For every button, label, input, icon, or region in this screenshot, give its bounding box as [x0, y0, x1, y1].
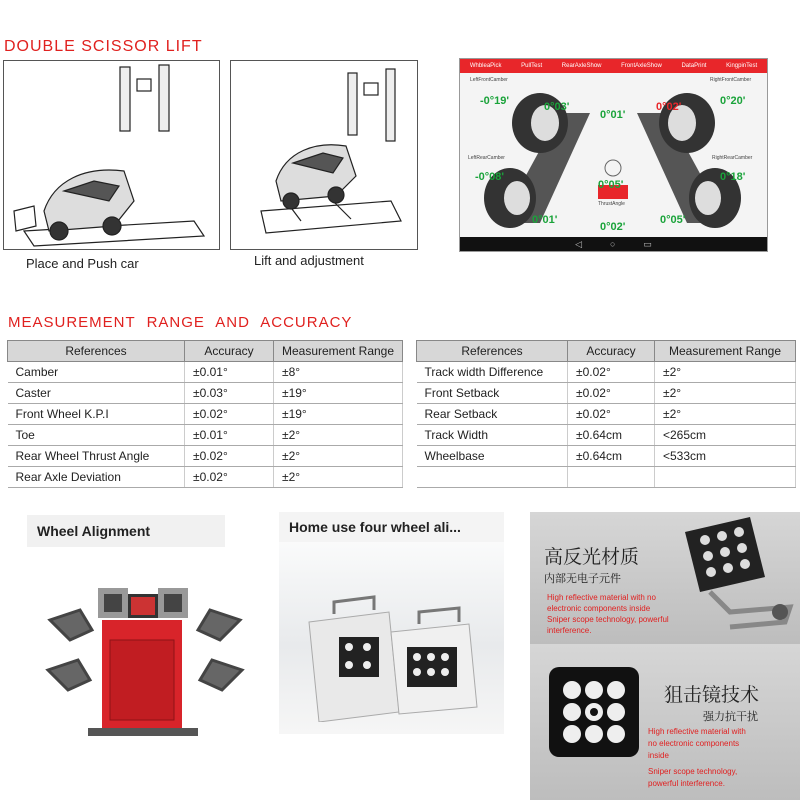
- lift-adjust-caption: Lift and adjustment: [254, 253, 364, 268]
- cell-range: ±2°: [655, 383, 796, 404]
- wheel-alignment-label: Wheel Alignment: [27, 515, 225, 547]
- table-row: [8, 425, 403, 446]
- table-row: [417, 425, 796, 446]
- col-references: References: [8, 341, 185, 362]
- cell-range: ±2°: [274, 425, 403, 446]
- cell-reference: Toe: [8, 425, 185, 446]
- tab-front-axle[interactable]: FrontAxleShow: [621, 63, 662, 69]
- cell-reference: Rear Wheel Thrust Angle: [8, 446, 185, 467]
- rear-right-toe-value: 0°05': [660, 214, 686, 226]
- scope-target-image: [544, 662, 644, 762]
- table-row: [417, 446, 796, 467]
- reflective-cn-sub: 内部无电子元件: [544, 573, 621, 585]
- reflective-en-2: electronic components inside: [547, 604, 651, 613]
- col-measurement-range: Measurement Range: [274, 341, 403, 362]
- front-left-camber-value: -0°19': [480, 95, 510, 107]
- tab-data-print[interactable]: DataPrint: [681, 63, 707, 69]
- cell-reference: Camber: [8, 362, 185, 383]
- cell-accuracy: ±0.02°: [568, 362, 655, 383]
- car-on-lift-drawing: [4, 61, 219, 249]
- sniper-en-5: powerful interference.: [648, 779, 725, 788]
- cell-accuracy: ±0.02°: [185, 467, 274, 488]
- cell-reference: Wheelbase: [417, 446, 568, 467]
- tab-kingpin-test[interactable]: KingpinTest: [726, 63, 758, 69]
- android-nav-bar: [460, 237, 767, 251]
- place-car-illustration: [3, 60, 220, 250]
- sniper-cn-title: 狙击镜技术: [664, 685, 760, 706]
- reflective-en-3: Sniper scope technology, powerful: [547, 615, 669, 624]
- cell-range: ±8°: [274, 362, 403, 383]
- cell-accuracy: [568, 467, 655, 488]
- cell-range: ±2°: [655, 362, 796, 383]
- rear-left-camber-value: -0°08': [475, 171, 505, 183]
- cell-reference: [417, 467, 568, 488]
- table-row: [8, 446, 403, 467]
- rear-center-value: 0°05': [598, 179, 624, 191]
- cell-reference: Rear Setback: [417, 404, 568, 425]
- cell-accuracy: ±0.02°: [185, 404, 274, 425]
- table-row: [8, 467, 403, 488]
- target-boxes-image: [279, 542, 504, 722]
- reflective-en-4: interference.: [547, 626, 592, 635]
- table-row: [8, 404, 403, 425]
- front-left-toe-value: 0°03': [544, 101, 570, 113]
- cell-range: <265cm: [655, 425, 796, 446]
- home-use-tile: [279, 512, 504, 734]
- accuracy-table-left: [7, 340, 403, 488]
- reflective-cn-title: 高反光材质: [544, 547, 640, 568]
- table-row: [417, 362, 796, 383]
- place-car-caption: Place and Push car: [26, 256, 139, 271]
- cell-accuracy: ±0.03°: [185, 383, 274, 404]
- rear-left-toe-value: 0°01': [532, 214, 558, 226]
- sniper-en-4: Sniper scope technology,: [648, 767, 738, 776]
- left-rear-camber-label: LeftRearCamber: [468, 155, 505, 161]
- col-accuracy: Accuracy: [185, 341, 274, 362]
- right-rear-camber-label: RightRearCamber: [712, 155, 753, 161]
- front-right-toe-value: 0°02': [656, 101, 682, 113]
- software-tab-bar: [460, 59, 767, 73]
- alignment-machine-image: [40, 580, 250, 740]
- sniper-cn-sub: 强力抗干扰: [703, 711, 758, 723]
- tab-wheel-pick[interactable]: WhbleaPick: [469, 63, 502, 69]
- cell-range: ±19°: [274, 404, 403, 425]
- front-right-camber-value: 0°20': [720, 95, 746, 107]
- cell-reference: Front Wheel K.P.I: [8, 404, 185, 425]
- recent-apps-icon[interactable]: ▭: [643, 238, 652, 249]
- cell-reference: Front Setback: [417, 383, 568, 404]
- cell-reference: Track width Difference: [417, 362, 568, 383]
- front-total-toe-value: 0°01': [600, 109, 626, 121]
- right-front-camber-label: RightFrontCamber: [710, 77, 752, 83]
- cell-range: ±19°: [274, 383, 403, 404]
- tab-pull-test[interactable]: PullTest: [521, 63, 543, 69]
- lift-adjust-illustration: [230, 60, 418, 250]
- cell-accuracy: ±0.01°: [185, 425, 274, 446]
- table-row: [8, 383, 403, 404]
- home-use-label: Home use four wheel ali...: [279, 512, 504, 542]
- alignment-software-screen: [459, 58, 768, 252]
- sniper-en-3: inside: [648, 751, 669, 760]
- cell-accuracy: ±0.64cm: [568, 446, 655, 467]
- cell-reference: Track Width: [417, 425, 568, 446]
- table-row: [417, 404, 796, 425]
- sniper-en-2: no electronic components: [648, 739, 740, 748]
- col-accuracy: Accuracy: [568, 341, 655, 362]
- table-row: [417, 383, 796, 404]
- home-icon[interactable]: ○: [609, 239, 616, 249]
- cell-range: [655, 467, 796, 488]
- col-references: References: [417, 341, 568, 362]
- col-measurement-range: Measurement Range: [655, 341, 796, 362]
- sniper-scope-tile: [530, 644, 800, 800]
- cell-accuracy: ±0.02°: [568, 383, 655, 404]
- target-clamp-image: [670, 512, 800, 644]
- table-row: [8, 362, 403, 383]
- measurement-title: MEASUREMENT RANGE AND ACCURACY: [8, 314, 353, 331]
- rear-right-camber-value: 0°18': [720, 171, 746, 183]
- cell-reference: Rear Axle Deviation: [8, 467, 185, 488]
- cell-range: ±2°: [274, 467, 403, 488]
- cell-range: <533cm: [655, 446, 796, 467]
- cell-accuracy: ±0.02°: [568, 404, 655, 425]
- reflective-en-1: High reflective material with no: [547, 593, 656, 602]
- table-row: [417, 467, 796, 488]
- tab-rear-axle[interactable]: RearAxleShow: [561, 63, 602, 69]
- cell-accuracy: ±0.02°: [185, 446, 274, 467]
- cell-reference: Caster: [8, 383, 185, 404]
- cell-accuracy: ±0.64cm: [568, 425, 655, 446]
- car-raised-drawing: [231, 61, 417, 249]
- reflective-material-tile: [530, 512, 800, 644]
- lift-title: DOUBLE SCISSOR LIFT: [4, 38, 203, 55]
- back-icon[interactable]: ◁: [575, 238, 582, 249]
- accuracy-table-right: [416, 340, 796, 488]
- thrust-value: 0°02': [600, 221, 626, 233]
- thrust-angle-label: ThrustAngle: [598, 201, 625, 207]
- cell-accuracy: ±0.01°: [185, 362, 274, 383]
- cell-range: ±2°: [655, 404, 796, 425]
- left-front-camber-label: LeftFrontCamber: [470, 77, 508, 83]
- cell-range: ±2°: [274, 446, 403, 467]
- sniper-en-1: High reflective material with: [648, 727, 746, 736]
